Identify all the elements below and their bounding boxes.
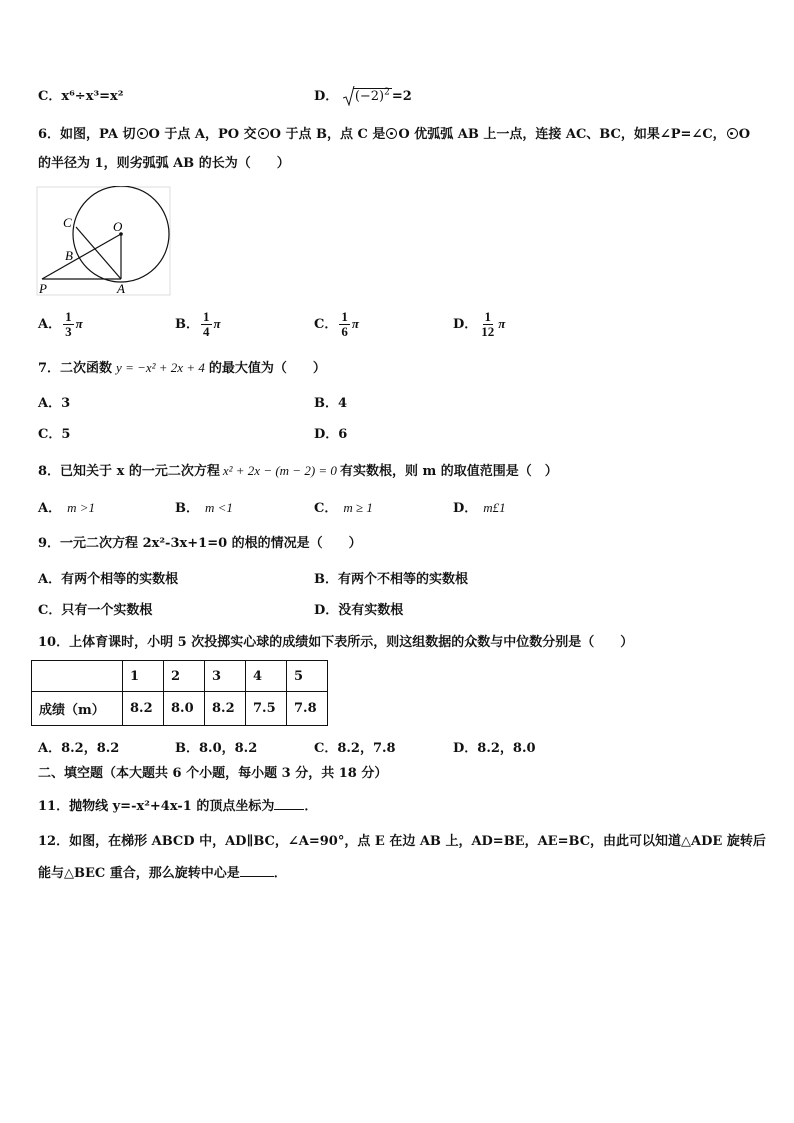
- label-p: P: [39, 281, 47, 296]
- q8-stem: [38, 462, 558, 481]
- answer-blank[interactable]: [274, 797, 304, 810]
- numerator: 1: [65, 309, 72, 324]
- geometry-figure: [36, 186, 172, 298]
- stem-text: O 于点 B，点 C 是: [269, 127, 386, 142]
- q6-option-d[interactable]: [453, 308, 505, 341]
- option-label: C．: [314, 741, 338, 756]
- fraction: [201, 310, 212, 339]
- circle-o-icon: [137, 128, 148, 139]
- q12-stem-line1: 12．如图，在梯形 ABCD 中，AD∥BC，∠A=90°，点 E 在边 AB 上，AD=BE，AE=BC，由此可以知道△ADE 旋转后: [38, 834, 766, 849]
- q9-option-b[interactable]: [314, 571, 468, 589]
- sqrt-sign: [343, 86, 355, 106]
- sqrt-radicand: (−2): [354, 89, 385, 104]
- table-cell: 8.0: [164, 692, 205, 726]
- option-text: 6: [338, 427, 348, 442]
- pi-symbol: π: [498, 316, 506, 331]
- option-text: 有两个相等的实数根: [61, 572, 179, 587]
- denominator: 6: [341, 324, 348, 339]
- table-cell: 7.5: [246, 692, 287, 726]
- q7-stem: [38, 359, 326, 378]
- q10-stem: 10．上体育课时，小明 5 次投掷实心球的成绩如下表所示，则这组数据的众数与中位数分别是（ ）: [38, 635, 634, 650]
- numerator: 1: [341, 309, 348, 324]
- q6-option-c[interactable]: [314, 308, 359, 341]
- table-cell: 8.2: [205, 692, 246, 726]
- stem-text: O 优弧弧 AB 上一点，连接 AC、B: [398, 127, 611, 142]
- table-cell: 4: [246, 661, 287, 692]
- stem-text: O: [738, 127, 751, 142]
- q6-stem-line1: [38, 126, 750, 144]
- table-cell: 8.2: [123, 692, 164, 726]
- q8-option-a[interactable]: [38, 499, 95, 518]
- q6-option-a[interactable]: [38, 308, 83, 341]
- option-text: 3: [61, 396, 71, 411]
- option-text: 5: [61, 427, 71, 442]
- q8-option-d[interactable]: [453, 499, 506, 518]
- q7-option-a[interactable]: [38, 395, 70, 413]
- table-row: [32, 692, 328, 726]
- option-label: C．: [38, 427, 62, 442]
- label-c: C: [63, 215, 72, 230]
- q6-option-b[interactable]: [175, 308, 221, 341]
- option-text: m£1: [483, 500, 506, 515]
- option-text: 8.2，7.8: [337, 741, 396, 756]
- stem-text: 的最大值为（ ）: [208, 361, 326, 376]
- option-label: C．: [38, 603, 62, 618]
- label-b: B: [65, 248, 73, 263]
- option-label: B．: [175, 317, 199, 332]
- stem-text: ．: [304, 799, 318, 814]
- table-cell: 5: [287, 661, 328, 692]
- table-cell: 7.8: [287, 692, 328, 726]
- pi-symbol: π: [351, 316, 359, 331]
- table-cell: [32, 661, 123, 692]
- option-text: m <1: [205, 500, 233, 515]
- stem-text: O 于点 A，PO 交: [148, 127, 257, 142]
- option-label: A．: [38, 317, 62, 332]
- option-label: B．: [175, 501, 199, 516]
- option-label: A．: [38, 572, 62, 587]
- table-cell: 2: [164, 661, 205, 692]
- q5-option-c[interactable]: [38, 88, 123, 106]
- q6-stem-line2: 的半径为 1，则劣弧弧 AB 的长为（ ）: [38, 156, 290, 171]
- q10-option-d[interactable]: [453, 740, 536, 758]
- denominator: 3: [65, 324, 72, 339]
- q9-option-d[interactable]: [314, 602, 403, 620]
- table-cell: 3: [205, 661, 246, 692]
- option-label: C．: [314, 501, 338, 516]
- formula: x² + 2x − (m − 2) = 0: [222, 463, 337, 478]
- formula: y = −x² + 2x + 4: [116, 360, 205, 375]
- stem-text: 有实数根，则 m 的取值范围是（ ）: [339, 464, 558, 479]
- option-text: 只有一个实数根: [61, 603, 153, 618]
- q7-option-d[interactable]: [314, 426, 347, 444]
- fraction: [339, 310, 350, 339]
- option-text: m >1: [67, 500, 96, 515]
- q7-option-c[interactable]: [38, 426, 70, 444]
- option-label: D．: [453, 317, 478, 332]
- circle-o-icon: [258, 128, 269, 139]
- q10-option-a[interactable]: [38, 740, 119, 758]
- denominator: 4: [203, 324, 210, 339]
- option-text: 8.2，8.0: [477, 741, 536, 756]
- numerator: 1: [484, 309, 492, 324]
- stem-text: 7．二次函数: [38, 361, 113, 376]
- option-label: D．: [453, 741, 478, 756]
- option-text: 有两个不相等的实数根: [338, 572, 469, 587]
- option-label: C．: [314, 317, 338, 332]
- option-text: 4: [338, 396, 348, 411]
- option-label: A．: [38, 501, 62, 516]
- option-text: m ≥ 1: [343, 500, 373, 515]
- option-label: D．: [314, 427, 339, 442]
- answer-blank[interactable]: [240, 864, 274, 877]
- numerator: 1: [203, 309, 210, 324]
- table-cell: 1: [123, 661, 164, 692]
- q7-option-b[interactable]: [314, 395, 347, 413]
- option-label: B．: [314, 396, 338, 411]
- stem-text: ．: [273, 866, 287, 881]
- option-text: x⁶÷x³=x²: [61, 89, 124, 104]
- table-header-row: [32, 661, 328, 692]
- option-text: 8.2，8.2: [61, 741, 120, 756]
- stem-text: 11．抛物线 y=-x²+4x-1 的顶点坐标为: [38, 799, 275, 814]
- q12-stem-line2: [38, 864, 287, 883]
- option-text: 没有实数根: [338, 603, 404, 618]
- option-label: D．: [453, 501, 478, 516]
- sqrt-expression: $(-2)^2$: [343, 88, 392, 106]
- circle-o-icon: [386, 128, 397, 139]
- score-table: [31, 660, 328, 726]
- circle-o-icon: [727, 128, 738, 139]
- stem-text: C，如果∠P=∠C，: [610, 127, 726, 142]
- q10-option-c[interactable]: [314, 740, 396, 758]
- option-label: B．: [175, 741, 199, 756]
- option-label: A．: [38, 396, 62, 411]
- q5-option-d[interactable]: [314, 88, 412, 106]
- table-cell: 成绩（m）: [32, 692, 123, 726]
- q9-option-a[interactable]: [38, 571, 178, 589]
- option-label: A．: [38, 741, 62, 756]
- fraction: [479, 310, 496, 339]
- option-label: B．: [314, 572, 338, 587]
- pi-symbol: π: [75, 316, 83, 331]
- label-o: O: [113, 219, 123, 234]
- stem-text: 8．已知关于 x 的一元二次方程: [38, 464, 220, 479]
- fraction: [63, 310, 74, 339]
- section-title: 二、填空题（本大题共 6 个小题，每小题 3 分，共 18 分）: [38, 766, 388, 781]
- q9-option-c[interactable]: [38, 602, 152, 620]
- q10-option-b[interactable]: [175, 740, 257, 758]
- q9-stem: 9．一元二次方程 2x²-3x+1=0 的根的情况是（ ）: [38, 536, 362, 551]
- q11-stem: [38, 797, 317, 816]
- denominator: 12: [481, 324, 495, 339]
- option-text: 8.0，8.2: [199, 741, 258, 756]
- option-label: D．: [314, 603, 339, 618]
- pi-symbol: π: [213, 316, 221, 331]
- stem-text: 能与△BEC 重合，那么旋转中心是: [38, 866, 240, 881]
- q8-option-b[interactable]: [175, 499, 233, 518]
- option-text: =2: [391, 89, 412, 104]
- option-label: C．: [38, 89, 62, 104]
- label-a: A: [117, 281, 125, 296]
- stem-text: 6．如图，PA 切: [38, 127, 136, 142]
- q8-option-c[interactable]: [314, 499, 373, 518]
- option-label: D．: [314, 89, 339, 104]
